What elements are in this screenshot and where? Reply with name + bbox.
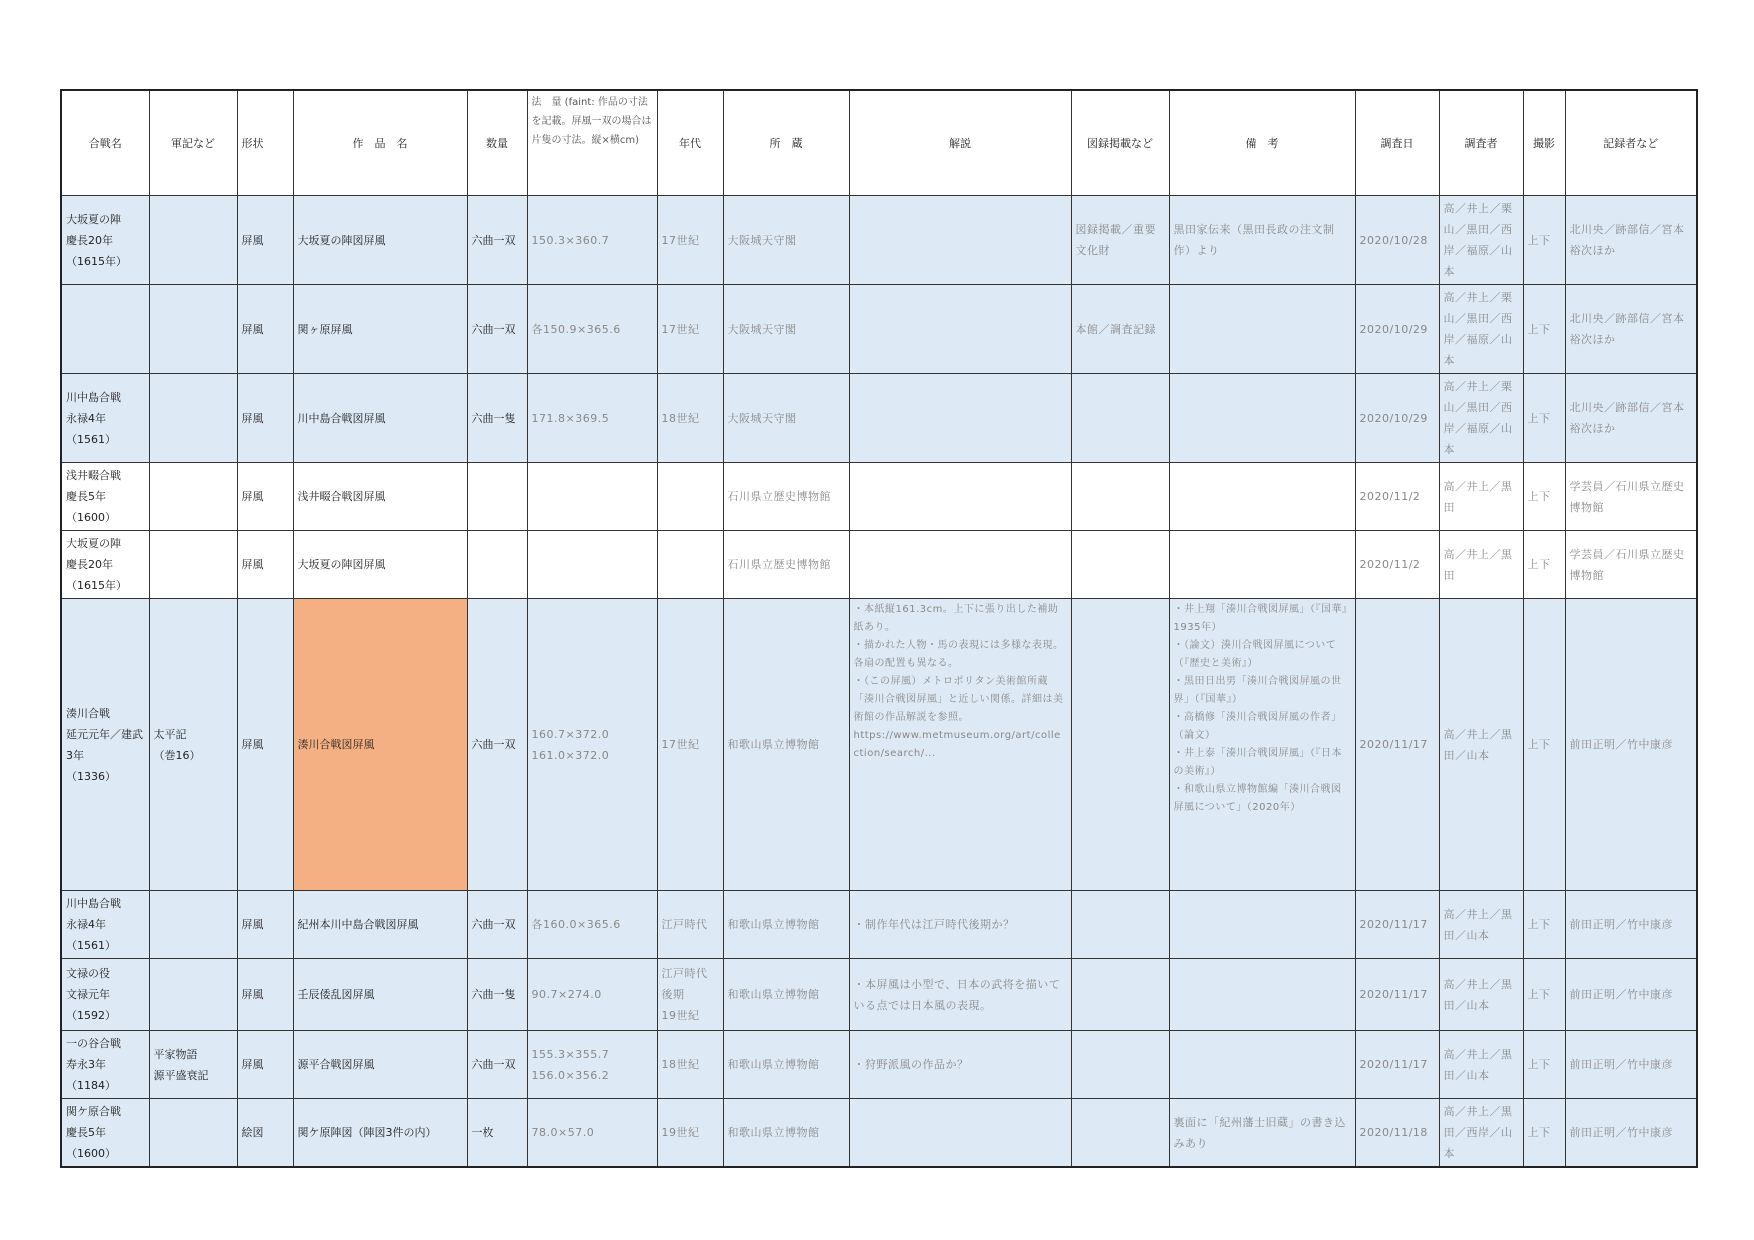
cell-battle[interactable]: 川中島合戦 永禄4年 （1561） bbox=[61, 891, 149, 959]
header-photo[interactable]: 撮影 bbox=[1523, 90, 1565, 196]
cell-remarks[interactable]: ・井上翔「湊川合戦図屏風」（『国華』1935年） ・（論文）湊川合戦図屏風について（『歴史と美術』） ・黒田日出男「湊川合戦図屏風の世界」（『国華』） ・高橋修「湊川合戦図屏風の作者」（論文） ・井上泰「湊川合戦図屏風」（『日本の美術』） ・和歌山県立博物館編「湊川合戦図屏風について」（2020年） bbox=[1169, 599, 1355, 891]
cell-size[interactable]: 各150.9×365.6 bbox=[527, 285, 657, 374]
header-entry[interactable]: 記録者など bbox=[1565, 90, 1697, 196]
cell-photo[interactable]: 上下 bbox=[1523, 1099, 1565, 1168]
cell-reference[interactable] bbox=[1071, 1099, 1169, 1168]
cell-remarks[interactable] bbox=[1169, 891, 1355, 959]
cell-photo[interactable]: 上下 bbox=[1523, 463, 1565, 531]
cell-period[interactable] bbox=[657, 463, 723, 531]
cell-notes[interactable]: ・本紙縦161.3cm。上下に張り出した補助紙あり。 ・描かれた人物・馬の表現には多様な表現。各扇の配置も異なる。 ・（この屏風）メトロポリタン美術館所蔵「湊川合戦図屏風」と近しい関係。詳細は美術館の作品解説を参照。 https://www.metmuseum.org/art/collection/search/... bbox=[849, 599, 1071, 891]
cell-owner[interactable]: 大阪城天守閣 bbox=[723, 285, 849, 374]
cell-form[interactable]: 屏風 bbox=[237, 285, 293, 374]
cell-surveyors[interactable]: 高／井上／栗山／黒田／西岸／福原／山本 bbox=[1439, 196, 1523, 285]
cell-surveyors[interactable]: 高／井上／黒田 bbox=[1439, 463, 1523, 531]
table-body bbox=[61, 196, 1697, 1168]
cell-surveyors[interactable]: 高／井上／黒田／山本 bbox=[1439, 959, 1523, 1031]
cell-battle[interactable]: 浅井畷合戦 慶長5年 （1600） bbox=[61, 463, 149, 531]
cell-notes[interactable] bbox=[849, 463, 1071, 531]
cell-owner[interactable]: 大阪城天守閣 bbox=[723, 196, 849, 285]
cell-record[interactable] bbox=[149, 959, 237, 1031]
cell-size[interactable] bbox=[527, 531, 657, 599]
cell-size[interactable]: 155.3×355.7 156.0×356.2 bbox=[527, 1031, 657, 1099]
cell-title[interactable]: 大坂夏の陣図屏風 bbox=[293, 531, 467, 599]
header-remarks[interactable]: 備 考 bbox=[1169, 90, 1355, 196]
header-reference[interactable]: 図録掲載など bbox=[1071, 90, 1169, 196]
cell-date[interactable]: 2020/11/2 bbox=[1355, 463, 1439, 531]
cell-count[interactable]: 六曲一双 bbox=[467, 891, 527, 959]
cell-remarks[interactable]: 裏面に「紀州藩士旧蔵」の書き込みあり bbox=[1169, 1099, 1355, 1168]
table-row bbox=[61, 891, 1697, 959]
cell-period[interactable]: 17世紀 bbox=[657, 196, 723, 285]
cell-notes[interactable]: ・制作年代は江戸時代後期か？ bbox=[849, 891, 1071, 959]
cell-reference[interactable]: 本館／調査記録 bbox=[1071, 285, 1169, 374]
header-title[interactable]: 作 品 名 bbox=[293, 90, 467, 196]
cell-count[interactable] bbox=[467, 531, 527, 599]
cell-entry[interactable]: 学芸員／石川県立歴史博物館 bbox=[1565, 463, 1697, 531]
cell-size[interactable]: 各160.0×365.6 bbox=[527, 891, 657, 959]
cell-photo[interactable]: 上下 bbox=[1523, 196, 1565, 285]
cell-battle[interactable]: 関ケ原合戦 慶長5年 （1600） bbox=[61, 1099, 149, 1168]
cell-notes[interactable]: ・狩野派風の作品か？ bbox=[849, 1031, 1071, 1099]
cell-notes[interactable] bbox=[849, 285, 1071, 374]
cell-remarks[interactable] bbox=[1169, 959, 1355, 1031]
cell-count[interactable]: 六曲一隻 bbox=[467, 959, 527, 1031]
cell-record[interactable] bbox=[149, 196, 237, 285]
table-row bbox=[61, 285, 1697, 374]
cell-owner[interactable]: 石川県立歴史博物館 bbox=[723, 531, 849, 599]
header-size[interactable]: 法 量 (faint: 作品の寸法を記載。屏風一双の場合は片隻の寸法。縦×横cm) bbox=[527, 90, 657, 196]
cell-surveyors[interactable]: 高／井上／黒田／西岸／山本 bbox=[1439, 1099, 1523, 1168]
cell-count[interactable]: 六曲一双 bbox=[467, 196, 527, 285]
cell-owner[interactable]: 石川県立歴史博物館 bbox=[723, 463, 849, 531]
cell-date[interactable]: 2020/10/28 bbox=[1355, 196, 1439, 285]
cell-date[interactable]: 2020/10/29 bbox=[1355, 285, 1439, 374]
cell-reference[interactable] bbox=[1071, 599, 1169, 891]
cell-owner[interactable]: 和歌山県立博物館 bbox=[723, 891, 849, 959]
cell-entry[interactable]: 北川央／跡部信／宮本裕次ほか bbox=[1565, 374, 1697, 463]
cell-title[interactable]: 壬辰倭乱図屏風 bbox=[293, 959, 467, 1031]
cell-record[interactable] bbox=[149, 531, 237, 599]
table-row bbox=[61, 374, 1697, 463]
table-row bbox=[61, 1031, 1697, 1099]
cell-remarks[interactable] bbox=[1169, 374, 1355, 463]
cell-form[interactable]: 絵図 bbox=[237, 1099, 293, 1168]
cell-form[interactable]: 屏風 bbox=[237, 196, 293, 285]
header-form[interactable]: 形状 bbox=[237, 90, 293, 196]
cell-notes[interactable] bbox=[849, 196, 1071, 285]
header-notes[interactable]: 解説 bbox=[849, 90, 1071, 196]
cell-form[interactable]: 屏風 bbox=[237, 891, 293, 959]
header-period[interactable]: 年代 bbox=[657, 90, 723, 196]
table-row bbox=[61, 531, 1697, 599]
cell-battle[interactable] bbox=[61, 285, 149, 374]
cell-battle[interactable]: 大坂夏の陣 慶長20年 （1615年） bbox=[61, 531, 149, 599]
cell-battle[interactable]: 大坂夏の陣 慶長20年 （1615年） bbox=[61, 196, 149, 285]
header-date[interactable]: 調査日 bbox=[1355, 90, 1439, 196]
cell-notes[interactable] bbox=[849, 531, 1071, 599]
cell-form[interactable]: 屏風 bbox=[237, 531, 293, 599]
table-row bbox=[61, 463, 1697, 531]
cell-form[interactable]: 屏風 bbox=[237, 463, 293, 531]
table-row bbox=[61, 599, 1697, 891]
cell-surveyors[interactable]: 高／井上／黒田／山本 bbox=[1439, 599, 1523, 891]
cell-remarks[interactable]: 黒田家伝来（黒田長政の注文制作）より bbox=[1169, 196, 1355, 285]
cell-form[interactable]: 屏風 bbox=[237, 374, 293, 463]
cell-battle[interactable]: 文禄の役 文禄元年 （1592） bbox=[61, 959, 149, 1031]
cell-remarks[interactable] bbox=[1169, 1031, 1355, 1099]
cell-period[interactable]: 19世紀 bbox=[657, 1099, 723, 1168]
cell-remarks[interactable] bbox=[1169, 285, 1355, 374]
cell-reference[interactable] bbox=[1071, 1031, 1169, 1099]
table-row bbox=[61, 959, 1697, 1031]
cell-notes[interactable]: ・本屏風は小型で、日本の武将を描いている点では日本風の表現。 bbox=[849, 959, 1071, 1031]
cell-photo[interactable]: 上下 bbox=[1523, 285, 1565, 374]
cell-reference[interactable] bbox=[1071, 374, 1169, 463]
cell-record[interactable] bbox=[149, 1099, 237, 1168]
cell-size[interactable]: 171.8×369.5 bbox=[527, 374, 657, 463]
cell-period[interactable]: 17世紀 bbox=[657, 285, 723, 374]
cell-photo[interactable]: 上下 bbox=[1523, 531, 1565, 599]
cell-title[interactable]: 関ヶ原屏風 bbox=[293, 285, 467, 374]
cell-size[interactable]: 78.0×57.0 bbox=[527, 1099, 657, 1168]
cell-record[interactable] bbox=[149, 374, 237, 463]
cell-date[interactable]: 2020/11/17 bbox=[1355, 599, 1439, 891]
cell-record[interactable] bbox=[149, 285, 237, 374]
survey-table bbox=[60, 89, 1698, 1168]
cell-entry[interactable]: 前田正明／竹中康彦 bbox=[1565, 1031, 1697, 1099]
cell-photo[interactable]: 上下 bbox=[1523, 374, 1565, 463]
cell-title[interactable]: 川中島合戦図屏風 bbox=[293, 374, 467, 463]
cell-title[interactable]: 大坂夏の陣図屏風 bbox=[293, 196, 467, 285]
cell-count[interactable]: 六曲一双 bbox=[467, 1031, 527, 1099]
cell-record[interactable] bbox=[149, 463, 237, 531]
cell-notes[interactable] bbox=[849, 1099, 1071, 1168]
cell-date[interactable]: 2020/11/18 bbox=[1355, 1099, 1439, 1168]
cell-form[interactable]: 屏風 bbox=[237, 1031, 293, 1099]
cell-surveyors[interactable]: 高／井上／黒田 bbox=[1439, 531, 1523, 599]
cell-count[interactable] bbox=[467, 463, 527, 531]
cell-owner[interactable]: 和歌山県立博物館 bbox=[723, 599, 849, 891]
cell-surveyors[interactable]: 高／井上／黒田／山本 bbox=[1439, 891, 1523, 959]
cell-owner[interactable]: 和歌山県立博物館 bbox=[723, 1031, 849, 1099]
header-owner[interactable]: 所 蔵 bbox=[723, 90, 849, 196]
header-count[interactable]: 数量 bbox=[467, 90, 527, 196]
cell-date[interactable]: 2020/11/17 bbox=[1355, 959, 1439, 1031]
cell-count[interactable]: 一枚 bbox=[467, 1099, 527, 1168]
cell-surveyors[interactable]: 高／井上／栗山／黒田／西岸／福原／山本 bbox=[1439, 374, 1523, 463]
header-surveyors[interactable]: 調査者 bbox=[1439, 90, 1523, 196]
cell-photo[interactable]: 上下 bbox=[1523, 959, 1565, 1031]
cell-period[interactable]: 江戸時代 後期 19世紀 bbox=[657, 959, 723, 1031]
cell-size[interactable]: 160.7×372.0 161.0×372.0 bbox=[527, 599, 657, 891]
cell-owner[interactable]: 大阪城天守閣 bbox=[723, 374, 849, 463]
cell-surveyors[interactable]: 高／井上／栗山／黒田／西岸／福原／山本 bbox=[1439, 285, 1523, 374]
cell-reference[interactable] bbox=[1071, 531, 1169, 599]
cell-record[interactable]: 平家物語 源平盛衰記 bbox=[149, 1031, 237, 1099]
cell-date[interactable]: 2020/11/17 bbox=[1355, 1031, 1439, 1099]
cell-period[interactable] bbox=[657, 531, 723, 599]
cell-date[interactable]: 2020/10/29 bbox=[1355, 374, 1439, 463]
cell-entry[interactable]: 前田正明／竹中康彦 bbox=[1565, 959, 1697, 1031]
spreadsheet-sheet bbox=[60, 89, 1696, 1168]
cell-entry[interactable]: 北川央／跡部信／宮本裕次ほか bbox=[1565, 196, 1697, 285]
cell-form[interactable]: 屏風 bbox=[237, 599, 293, 891]
cell-record[interactable] bbox=[149, 891, 237, 959]
header-record[interactable]: 軍記など bbox=[149, 90, 237, 196]
cell-remarks[interactable] bbox=[1169, 531, 1355, 599]
cell-reference[interactable] bbox=[1071, 959, 1169, 1031]
cell-title[interactable]: 紀州本川中島合戦図屏風 bbox=[293, 891, 467, 959]
cell-battle[interactable]: 湊川合戦 延元元年／建武3年 （1336） bbox=[61, 599, 149, 891]
cell-reference[interactable] bbox=[1071, 463, 1169, 531]
cell-remarks[interactable] bbox=[1169, 463, 1355, 531]
cell-record[interactable]: 太平記 （巻16） bbox=[149, 599, 237, 891]
cell-date[interactable]: 2020/11/17 bbox=[1355, 891, 1439, 959]
cell-battle[interactable]: 一の谷合戦 寿永3年 （1184） bbox=[61, 1031, 149, 1099]
cell-count[interactable]: 六曲一隻 bbox=[467, 374, 527, 463]
cell-title[interactable]: 関ケ原陣図（陣図3件の内） bbox=[293, 1099, 467, 1168]
cell-size[interactable]: 90.7×274.0 bbox=[527, 959, 657, 1031]
cell-count[interactable]: 六曲一双 bbox=[467, 599, 527, 891]
cell-title[interactable]: 源平合戦図屏風 bbox=[293, 1031, 467, 1099]
cell-battle[interactable]: 川中島合戦 永禄4年 （1561） bbox=[61, 374, 149, 463]
cell-size[interactable]: 150.3×360.7 bbox=[527, 196, 657, 285]
cell-date[interactable]: 2020/11/2 bbox=[1355, 531, 1439, 599]
cell-owner[interactable]: 和歌山県立博物館 bbox=[723, 1099, 849, 1168]
cell-notes[interactable] bbox=[849, 374, 1071, 463]
header-battle[interactable]: 合戦名 bbox=[61, 90, 149, 196]
cell-entry[interactable]: 前田正明／竹中康彦 bbox=[1565, 891, 1697, 959]
cell-entry[interactable]: 学芸員／石川県立歴史博物館 bbox=[1565, 531, 1697, 599]
cell-entry[interactable]: 前田正明／竹中康彦 bbox=[1565, 599, 1697, 891]
cell-title[interactable]: 浅井畷合戦図屏風 bbox=[293, 463, 467, 531]
header-row bbox=[61, 90, 1697, 196]
cell-period[interactable]: 17世紀 bbox=[657, 599, 723, 891]
table-row bbox=[61, 196, 1697, 285]
cell-form[interactable]: 屏風 bbox=[237, 959, 293, 1031]
cell-reference[interactable] bbox=[1071, 891, 1169, 959]
cell-surveyors[interactable]: 高／井上／黒田／山本 bbox=[1439, 1031, 1523, 1099]
cell-entry[interactable]: 北川央／跡部信／宮本裕次ほか bbox=[1565, 285, 1697, 374]
cell-entry[interactable]: 前田正明／竹中康彦 bbox=[1565, 1099, 1697, 1168]
cell-photo[interactable]: 上下 bbox=[1523, 1031, 1565, 1099]
cell-size[interactable] bbox=[527, 463, 657, 531]
cell-title[interactable]: 湊川合戦図屏風 bbox=[293, 599, 467, 891]
cell-photo[interactable]: 上下 bbox=[1523, 891, 1565, 959]
cell-reference[interactable]: 図録掲載／重要文化財 bbox=[1071, 196, 1169, 285]
cell-period[interactable]: 18世紀 bbox=[657, 1031, 723, 1099]
cell-photo[interactable]: 上下 bbox=[1523, 599, 1565, 891]
cell-count[interactable]: 六曲一双 bbox=[467, 285, 527, 374]
table-row bbox=[61, 1099, 1697, 1168]
cell-period[interactable]: 18世紀 bbox=[657, 374, 723, 463]
cell-owner[interactable]: 和歌山県立博物館 bbox=[723, 959, 849, 1031]
cell-period[interactable]: 江戸時代 bbox=[657, 891, 723, 959]
